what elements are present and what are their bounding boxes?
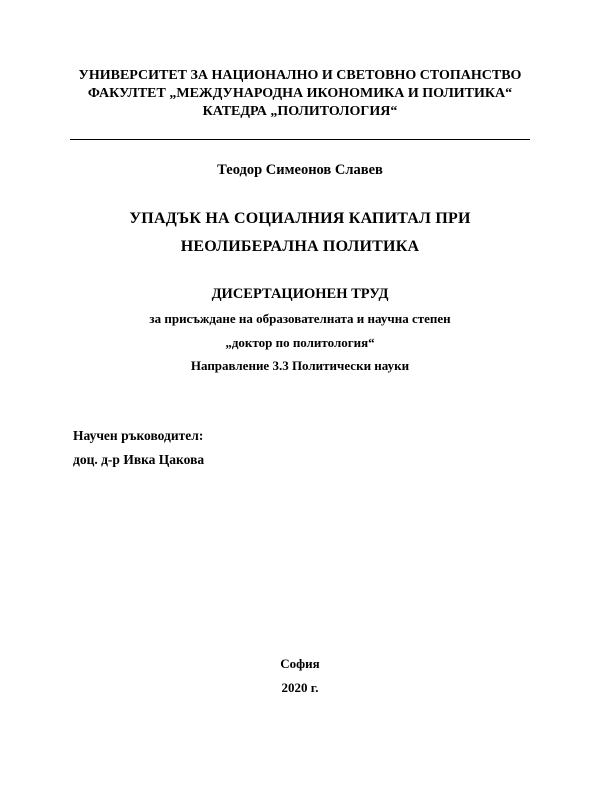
author-name: Теодор Симеонов Славев bbox=[217, 162, 383, 178]
city: София bbox=[280, 656, 320, 671]
year: 2020 г. bbox=[281, 680, 319, 695]
thesis-type: ДИСЕРТАЦИОНЕН ТРУД bbox=[211, 286, 389, 302]
supervisor-name: доц. д-р Ивка Цакова bbox=[73, 452, 205, 467]
faculty-name: ФАКУЛТЕТ „МЕЖДУНАРОДНА ИКОНОМИКА И ПОЛИТИКА“ bbox=[87, 86, 513, 101]
thesis-title-line-2: НЕОЛИБЕРАЛНА ПОЛИТИКА bbox=[180, 238, 420, 255]
thesis-title-line-1: УПАДЪК НА СОЦИАЛНИЯ КАПИТАЛ ПРИ bbox=[129, 210, 471, 227]
university-name: УНИВЕРСИТЕТ ЗА НАЦИОНАЛНО И СВЕТОВНО СТОПАНСТВО bbox=[78, 68, 522, 83]
thesis-purpose: за присъждане на образователната и научна степен bbox=[149, 311, 451, 326]
supervisor-label: Научен ръководител: bbox=[73, 428, 204, 443]
thesis-degree: „доктор по политология“ bbox=[225, 335, 375, 350]
thesis-field: Направление 3.3 Политически науки bbox=[190, 358, 410, 373]
department-name: КАТЕДРА „ПОЛИТОЛОГИЯ“ bbox=[202, 104, 398, 119]
header-divider bbox=[70, 139, 530, 140]
